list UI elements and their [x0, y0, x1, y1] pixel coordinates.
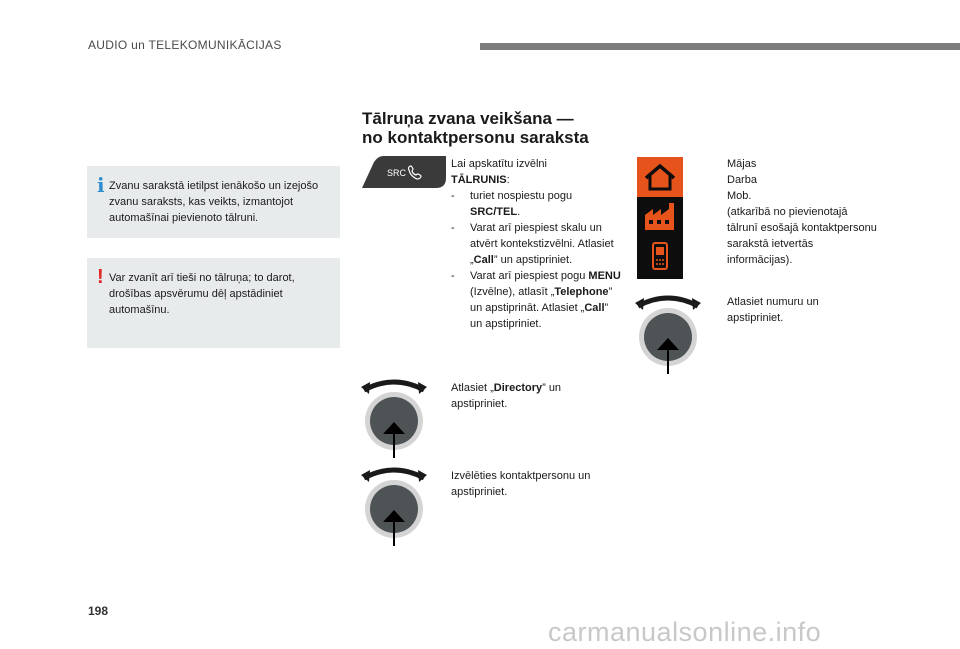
step-3-instructions: Izvēlēties kontaktpersonu un apstipriniet.	[451, 470, 591, 498]
warning-note-text: Var zvanīt arī tieši no tālruņa; to darot, drošības apsvērumu dēļ apstādiniet automašīnu.	[109, 272, 295, 316]
info-note	[87, 166, 340, 238]
warning-note	[87, 258, 340, 348]
category-description: Mājas Darba Mob. (atkarībā no pievienotajā tālrunī esošajā kontaktpersonu sarakstā ietvertās informācijas).	[727, 158, 877, 266]
rotary-knob-icon	[361, 378, 427, 458]
src-tel-button-icon	[362, 156, 446, 188]
work-icon	[637, 197, 683, 237]
step-2-instructions: Atlasiet „Directory” un apstipriniet.	[451, 382, 562, 410]
step-4-instructions: Atlasiet numuru un apstipriniet.	[727, 296, 819, 324]
section-title: Tālruņa zvana veikšana — no kontaktpersonu saraksta	[362, 109, 589, 147]
src-button-label: SRC	[387, 168, 407, 178]
watermark: carmanualsonline.info	[548, 617, 822, 647]
page-number: 198	[88, 604, 109, 618]
list-item: - Varat arī piespiest skalu un atvērt kontekstizvēlni. Atlasiet „Call” un apstipriniet.	[451, 222, 614, 266]
info-note-text: Zvanu sarakstā ietilpst ienākošo un izejošo zvanu saraksts, kas veikts, izmantojot automašīnai pievienoto tālruni.	[109, 180, 319, 224]
home-icon-tile	[637, 157, 683, 197]
step-1-instructions: Lai apskatītu izvēlni TĀLRUNIS: - turiet nospiestu pogu SRC/TEL. - Varat arī piespiest skalu un atvērt kontekstizvēlni. Atlasiet „Call” un apstipriniet. - Varat arī piespiest pogu MENU (Izvēlne), atlasīt „Telephone” un apstiprināt. Atlasiet „Call” un apstipriniet.	[451, 158, 621, 330]
rotary-knob-icon	[635, 294, 701, 374]
running-header: AUDIO un TELEKOMUNIKĀCIJAS	[88, 38, 282, 52]
list-item: - Varat arī piespiest pogu MENU (Izvēlne), atlasīt „Telephone” un apstiprināt. Atlasiet „Call” un apstipriniet.	[451, 270, 621, 330]
header-bar	[480, 43, 960, 50]
mobile-phone-icon	[637, 237, 683, 279]
rotary-knob-icon	[361, 466, 427, 546]
contact-category-icons	[637, 157, 683, 279]
list-item: - turiet nospiestu pogu SRC/TEL.	[451, 190, 573, 218]
home-icon	[637, 157, 683, 197]
info-icon: i	[97, 173, 105, 197]
warning-icon: !	[97, 266, 104, 288]
